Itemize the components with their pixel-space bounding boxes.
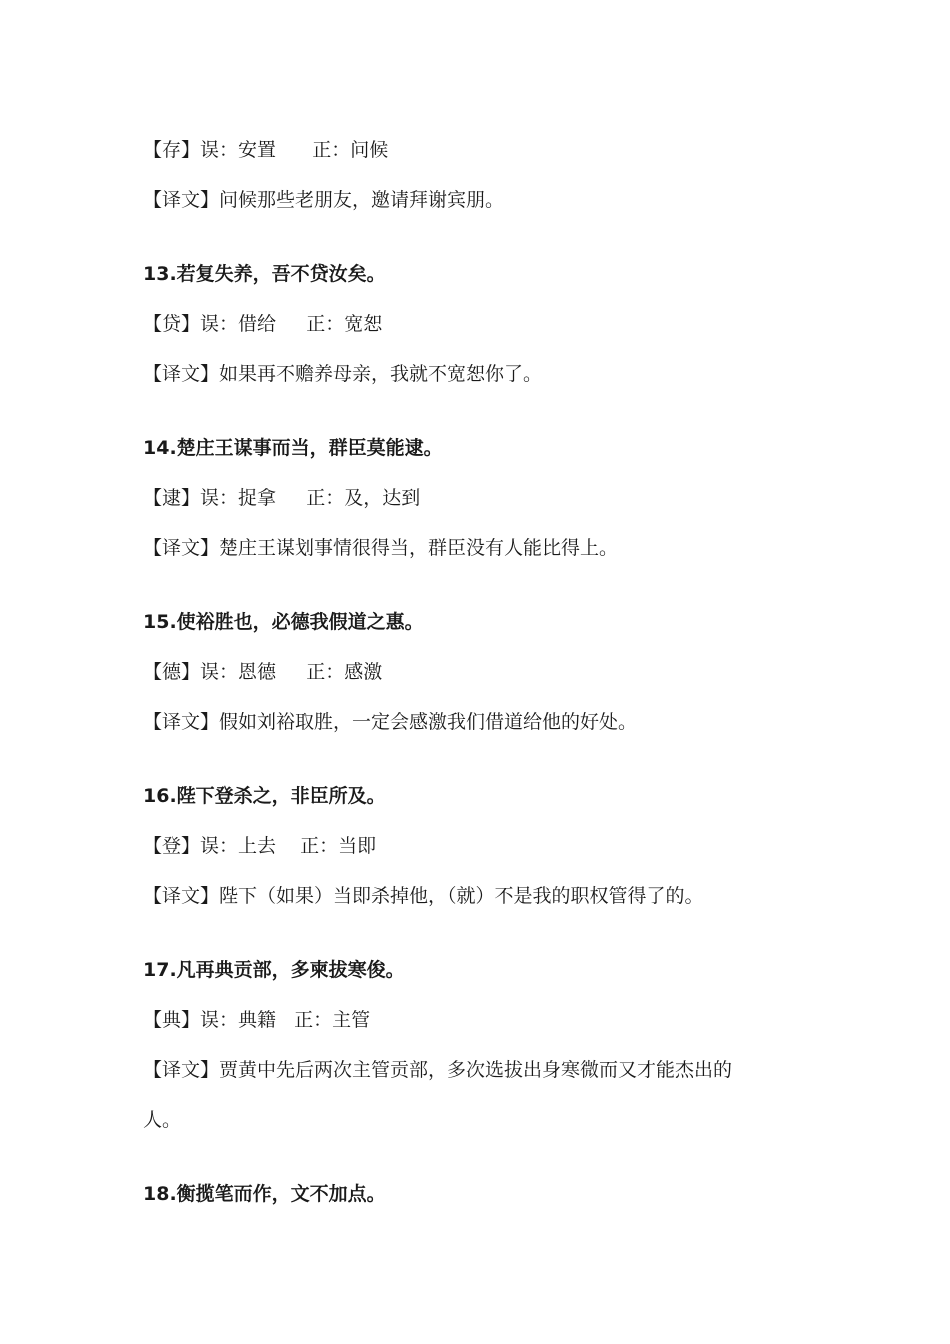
question-16-heading: 16.陛下登杀之，非臣所及。 [143, 785, 386, 807]
question-13-heading: 13.若复失养，吾不贷汝矣。 [143, 263, 386, 285]
question-17-heading: 17.凡再典贡部，多柬拔寒俊。 [143, 959, 405, 981]
translation-16: 【译文】陛下（如果）当即杀掉他，（就）不是我的职权管得了的。 [143, 885, 704, 907]
entry-dai: 【贷】误：借给 正：宽恕 [143, 313, 383, 335]
translation-17-continuation: 人。 [143, 1109, 182, 1131]
question-15-heading: 15.使裕胜也，必德我假道之惠。 [143, 611, 424, 633]
entry-de: 【德】误：恩德 正：感激 [143, 661, 383, 683]
translation-17: 【译文】贾黄中先后两次主管贡部，多次选拔出身寒微而又才能杰出的 [143, 1059, 733, 1081]
translation-12: 【译文】问候那些老朋友，邀请拜谢宾朋。 [143, 189, 505, 211]
entry-deng: 【登】误：上去 正：当即 [143, 835, 377, 857]
entry-dai-reach: 【逮】误：捉拿 正：及，达到 [143, 487, 421, 509]
translation-13: 【译文】如果再不赡养母亲，我就不宽恕你了。 [143, 363, 543, 385]
entry-cun: 【存】误：安置 正：问候 [143, 139, 389, 161]
translation-15: 【译文】假如刘裕取胜，一定会感激我们借道给他的好处。 [143, 711, 638, 733]
entry-dian: 【典】误：典籍 正：主管 [143, 1009, 371, 1031]
translation-14: 【译文】楚庄王谋划事情很得当，群臣没有人能比得上。 [143, 537, 619, 559]
question-18-heading: 18.衡揽笔而作，文不加点。 [143, 1183, 386, 1205]
question-14-heading: 14.楚庄王谋事而当，群臣莫能逮。 [143, 437, 443, 459]
